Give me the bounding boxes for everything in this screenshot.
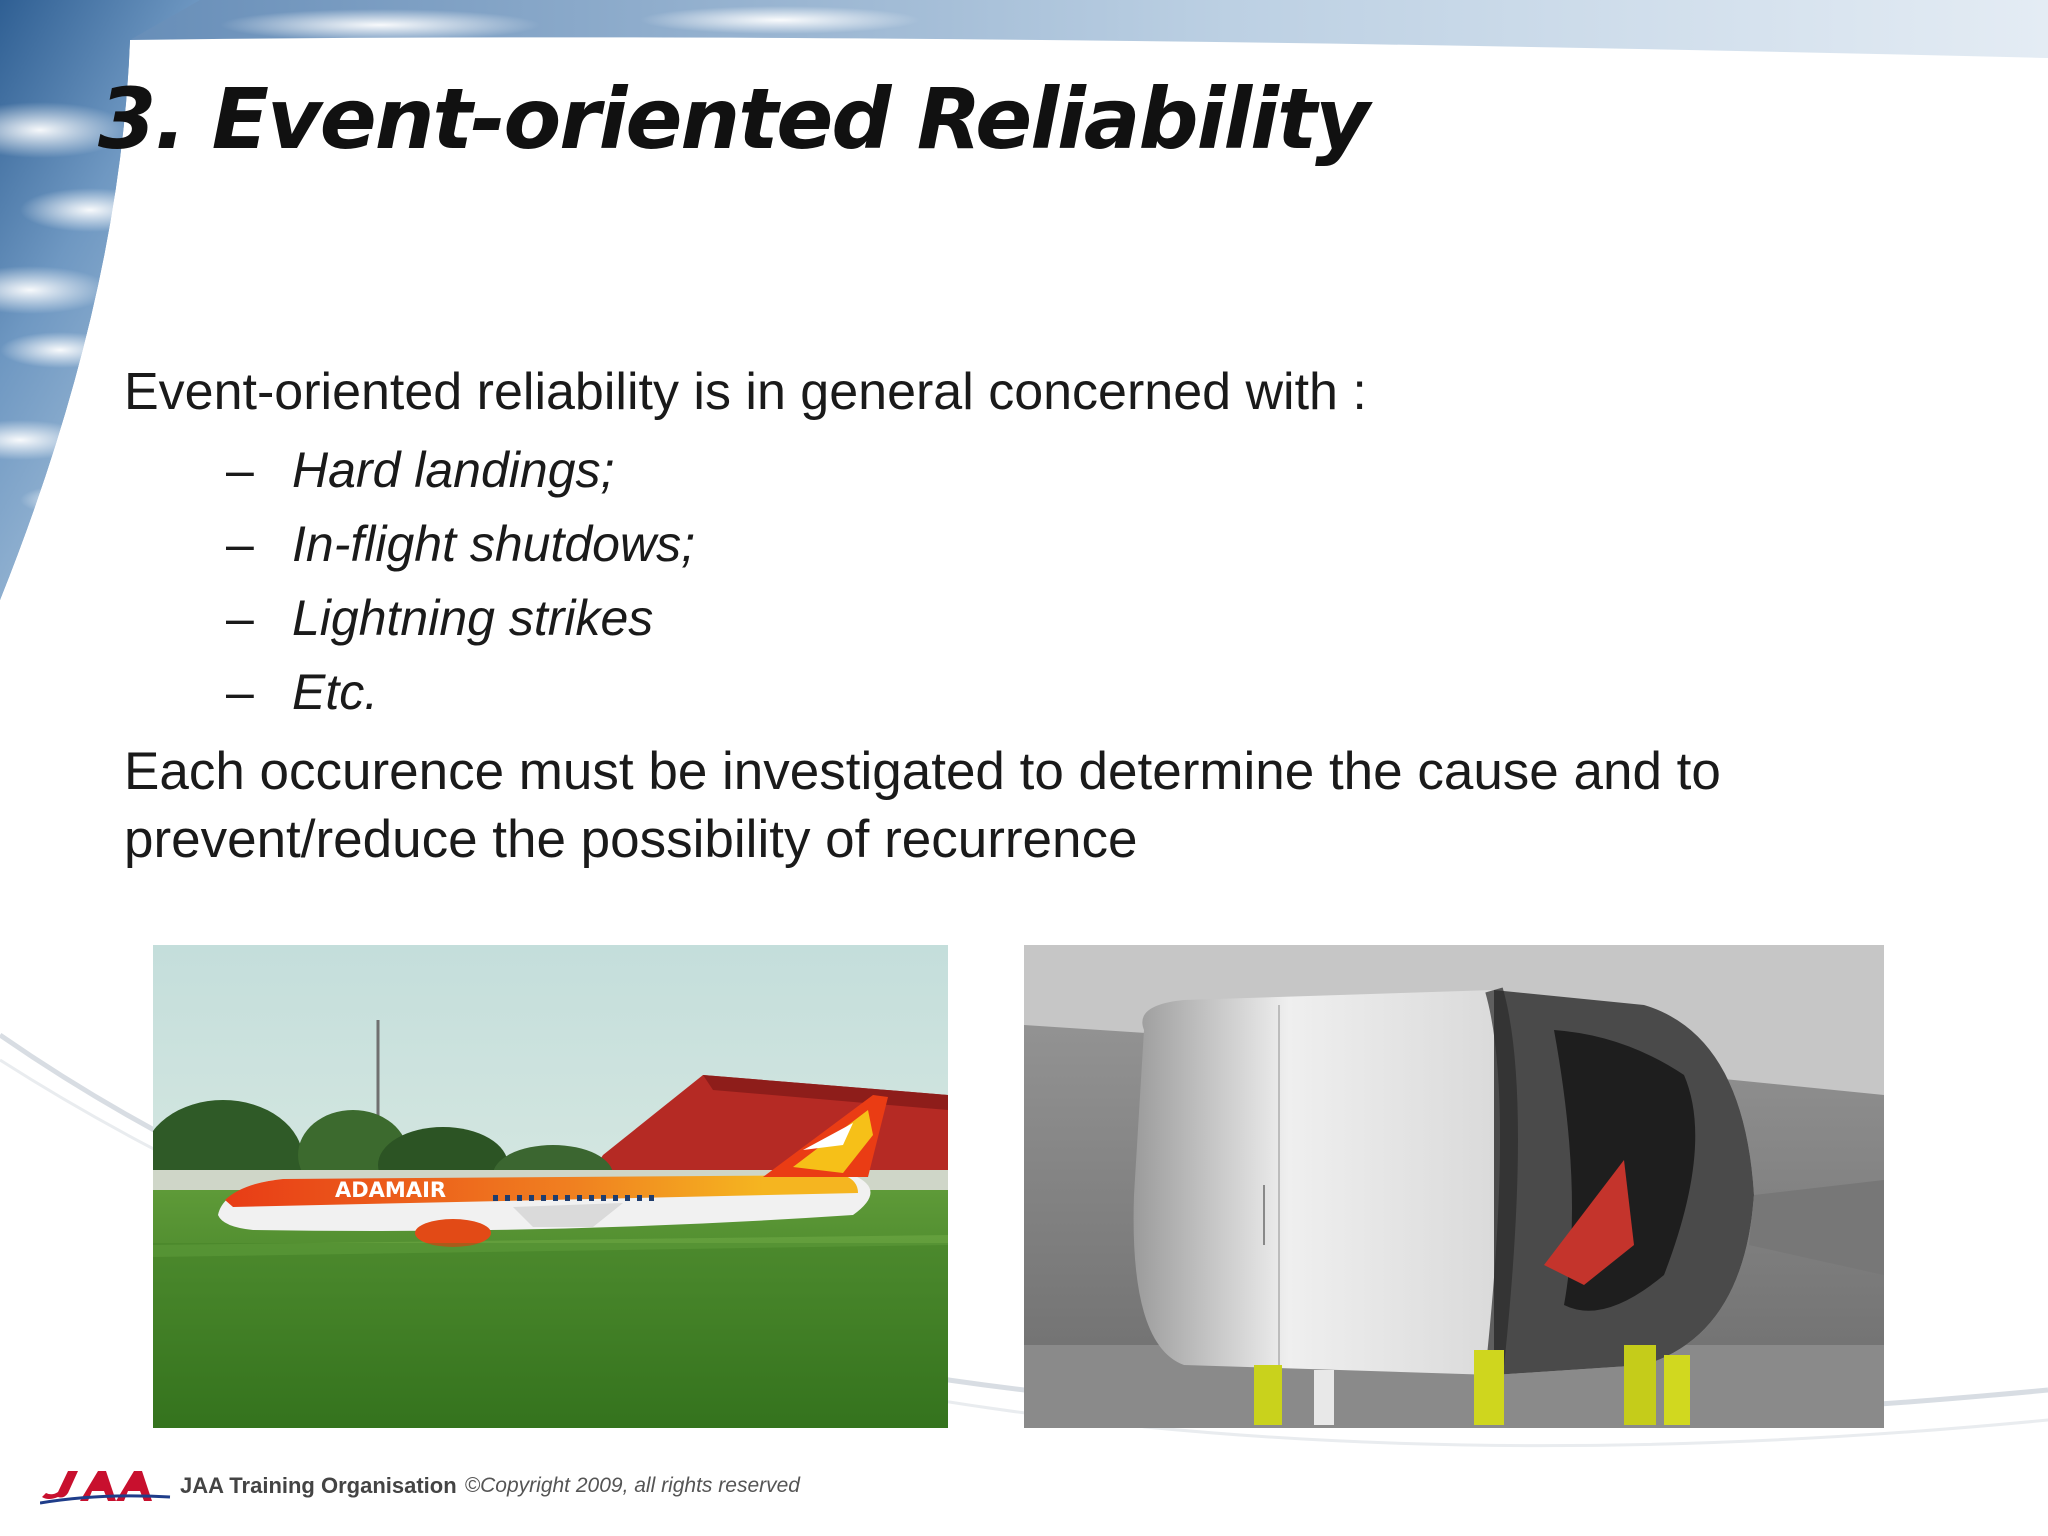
closing-text: Each occurence must be investigated to determine the cause and to prevent/reduce the possibility of recurrence (124, 742, 1721, 869)
bullet-marker: – (226, 442, 254, 498)
bullet-item (226, 514, 695, 588)
bullet-item (226, 588, 695, 662)
jaa-logo (40, 1467, 172, 1505)
bullet-item (226, 662, 695, 736)
bullet-list (226, 440, 695, 736)
intro-text: Event-oriented reliability is in general concerned with : (124, 363, 1367, 421)
slide-title: 3. Event-oriented Reliability (98, 70, 1368, 168)
organisation-name: JAA Training Organisation (180, 1473, 457, 1498)
bullet-item (226, 440, 695, 514)
bullet-text: Etc. (292, 664, 379, 720)
bullet-text: Lightning strikes (292, 590, 654, 646)
livery-text: ADAMAIR (335, 1178, 447, 1202)
bullet-text: In-flight shutdows; (292, 516, 695, 572)
footer (40, 1466, 800, 1506)
copyright-text: ©Copyright 2009, all rights reserved (464, 1474, 800, 1497)
bullet-text: Hard landings; (292, 442, 615, 498)
hard-landing-photo (153, 945, 948, 1428)
bullet-marker: – (226, 664, 254, 720)
bullet-marker: – (226, 516, 254, 572)
bullet-marker: – (226, 590, 254, 646)
engine-damage-photo (1024, 945, 1884, 1428)
